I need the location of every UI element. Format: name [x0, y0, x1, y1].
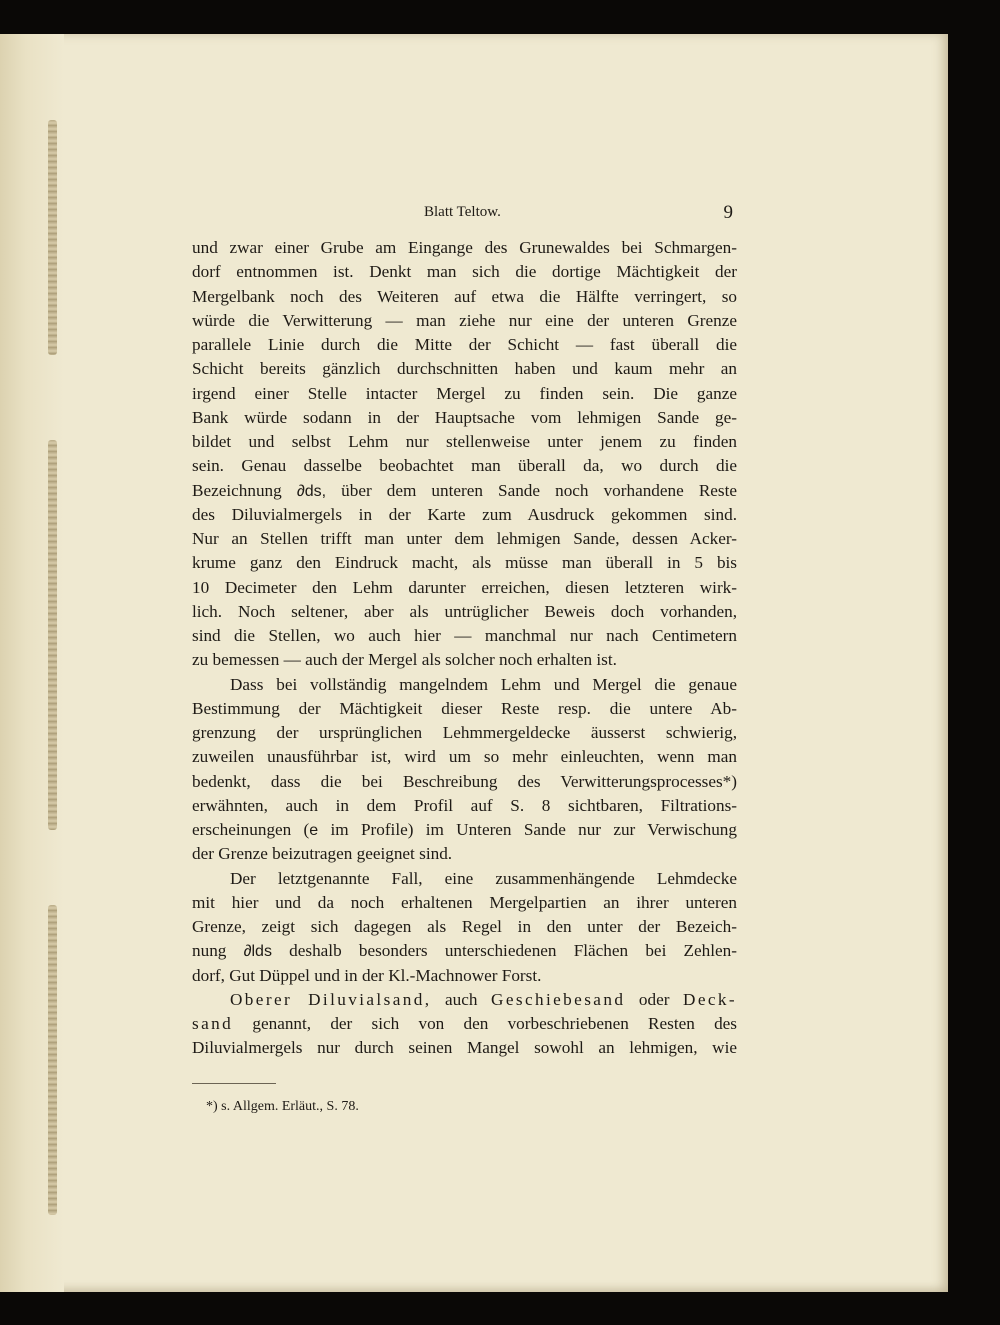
- text-line: grenzung der ursprünglichen Lehmmergeldecke äusserst schwierig,: [192, 723, 737, 742]
- spaced-term: Geschiebesand: [491, 989, 626, 1009]
- text-line: krume ganz den Eindruck macht, als müsse man überall in 5 bis: [192, 553, 737, 573]
- text-line: Schicht bereits gänzlich durchschnitten haben und kaum mehr an: [192, 359, 737, 379]
- text-line: [192, 1012, 737, 1036]
- spaced-term: sand: [192, 1014, 234, 1033]
- text-line: [192, 939, 737, 963]
- line-text: genannt, der sich von den vorbeschriebenen Resten des: [252, 1014, 738, 1033]
- text-line: Bank würde sodann in der Hauptsache vom lehmigen Sande ge-: [192, 407, 737, 427]
- line-text: im Profile) im Unteren Sande nur zur Verwischung: [318, 820, 737, 839]
- text-line: bedenkt, dass die bei Beschreibung des Verwitterungsprocesses*): [192, 771, 737, 791]
- map-symbol-ds: ∂ds,: [296, 482, 327, 500]
- text-line: lich. Noch seltener, aber als untrüglicher Beweis doch vorhanden,: [192, 601, 737, 621]
- text-line: sein. Genau dasselbe beobachtet man überall da, wo durch die: [192, 456, 737, 476]
- text-line: dorf, Gut Düppel und in der Kl.-Machnower Forst.: [192, 965, 542, 985]
- text-line: 10 Decimeter den Lehm darunter erreichen, diesen letzteren wirk-: [192, 577, 737, 597]
- map-symbol-lds: ∂lds: [243, 943, 272, 961]
- line-text: nung: [192, 941, 227, 961]
- text-line: zu bemessen — auch der Mergel als solcher noch erhalten ist.: [192, 650, 617, 670]
- text-line: dorf entnommen ist. Denkt man sich die dortige Mächtigkeit der: [192, 262, 737, 282]
- text-line: Diluvialmergels nur durch seinen Mangel sowohl an lehmigen, wie: [192, 1038, 737, 1058]
- spaced-term: Deck-: [683, 989, 738, 1009]
- text-line: Grenze, zeigt sich dagegen als Regel in den unter der Bezeich-: [192, 917, 737, 936]
- text-line: mit hier und da noch erhaltenen Mergelpartien an ihrer unteren: [192, 892, 737, 912]
- line-text: erscheinungen (: [192, 820, 310, 839]
- text-line: irgend einer Stelle intacter Mergel zu finden sein. Die ganze: [192, 383, 737, 403]
- header-title: Blatt Teltow.: [424, 204, 501, 220]
- footnote-rule: [192, 1083, 276, 1084]
- text-line: Dass bei vollständig mangelndem Lehm und Mergel die genaue: [230, 674, 737, 694]
- page-number: 9: [723, 202, 733, 223]
- text-line: Mergelbank noch des Weiteren auf etwa die Hälfte verringert, so: [192, 286, 737, 306]
- running-head: [192, 200, 737, 230]
- line-text: über dem unteren Sande noch vorhandene Reste: [341, 480, 738, 500]
- text-line: parallele Linie durch die Mitte der Schicht — fast überall die: [192, 335, 737, 354]
- text-line: des Diluvialmergels in der Karte zum Ausdruck gekommen sind.: [192, 504, 737, 524]
- text-line: [192, 479, 737, 503]
- text-line: erwähnten, auch in dem Profil auf S. 8 sichtbaren, Filtrations-: [192, 795, 737, 815]
- text-line: würde die Verwitterung — man ziehe nur eine der unteren Grenze: [192, 310, 737, 330]
- text-line: der Grenze beizutragen geeignet sind.: [192, 844, 453, 864]
- text-line: Der letztgenannte Fall, eine zusammenhängende Lehmdecke: [230, 868, 737, 888]
- footnote: *) s. Allgem. Erläut., S. 78.: [206, 1099, 359, 1114]
- text-line: [192, 818, 737, 842]
- text-line: sind die Stellen, wo auch hier — manchmal nur nach Centimetern: [192, 626, 737, 645]
- line-text: Bezeichnung: [192, 480, 282, 500]
- text-line: [192, 988, 737, 1012]
- map-symbol-e: e: [309, 822, 319, 839]
- line-text: auch: [445, 989, 478, 1009]
- binding-thread: [48, 905, 57, 1215]
- binding-thread: [48, 440, 57, 830]
- text-line: und zwar einer Grube am Eingange des Grunewaldes bei Schmargen-: [192, 238, 737, 257]
- line-text: deshalb besonders unterschiedenen Flächen bei Zehlen-: [289, 941, 737, 961]
- body-text: [192, 236, 737, 1061]
- text-line: Bestimmung der Mächtigkeit dieser Reste resp. die untere Ab-: [192, 698, 737, 718]
- text-line: bildet und selbst Lehm nur stellenweise unter jenem zu finden: [192, 432, 737, 451]
- text-line: zuweilen unausführbar ist, wird um so mehr einleuchten, wenn man: [192, 747, 737, 767]
- binding-thread: [48, 120, 57, 355]
- line-text: oder: [638, 989, 670, 1009]
- spaced-term: Oberer Diluvialsand,: [230, 989, 432, 1009]
- text-line: Nur an Stellen trifft man unter dem lehmigen Sande, dessen Acker-: [192, 529, 737, 548]
